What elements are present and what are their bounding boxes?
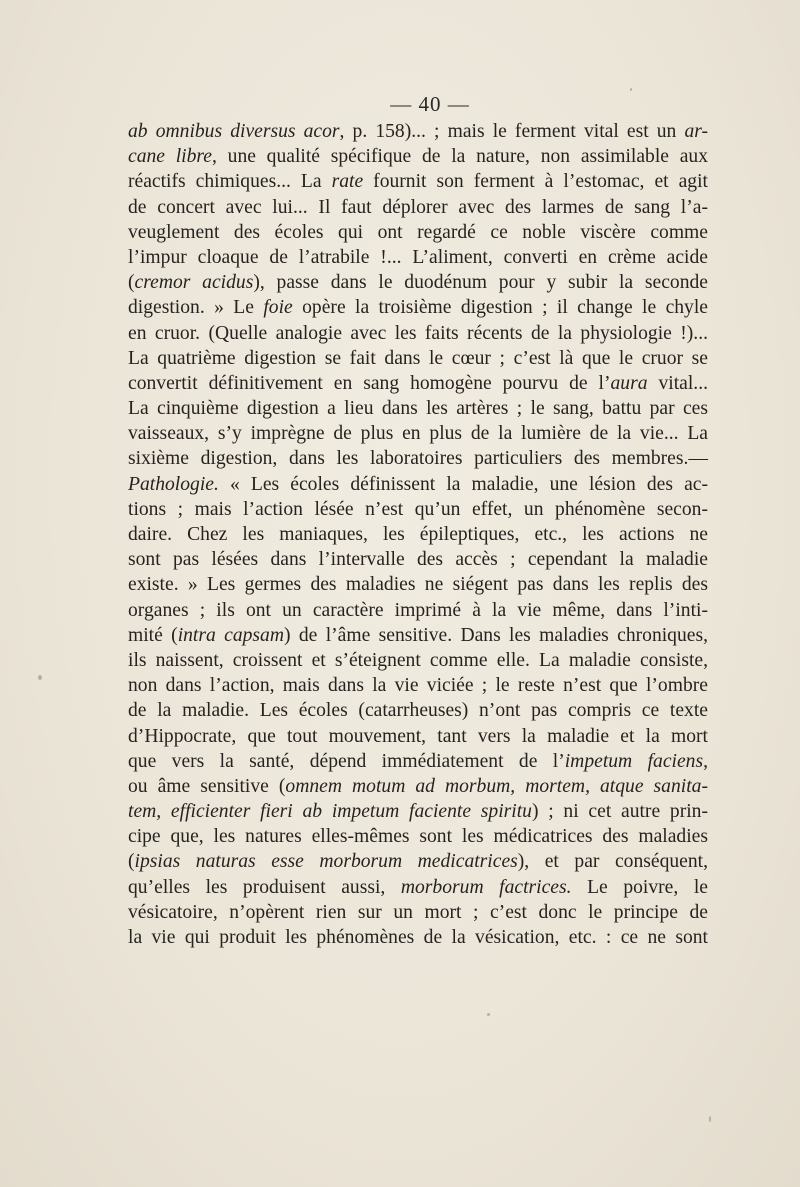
text-line	[128, 220, 708, 245]
text-run: ,	[703, 750, 708, 772]
text-line	[128, 396, 708, 421]
text-run: de la maladie. Les écoles (catarrheuses) n’ont pas compris ce texte	[128, 700, 708, 722]
text-run: fournit son ferment à l’estomac, et agit	[363, 171, 708, 193]
text-run: d’Hippocrate, que tout mouvement, tant vers la maladie et la mort	[128, 725, 708, 747]
text-run: sixième digestion, dans les laboratoires particuliers des membres.—	[128, 448, 708, 470]
text-line	[128, 824, 708, 849]
text-line	[128, 346, 708, 371]
text-line	[128, 774, 708, 799]
text-line	[128, 799, 708, 824]
text-run: ), passe dans le duodénum pour y subir la seconde	[253, 272, 709, 294]
italic-text: ipsias naturas esse morborum medicatrices	[134, 851, 518, 873]
italic-text: intra capsam	[177, 624, 284, 646]
text-run: sont pas lésées dans l’intervalle des accès ; cependant la maladie	[128, 549, 708, 571]
text-run: La quatrième digestion se fait dans le cœur ; c’est là que le cruor se	[128, 347, 708, 369]
italic-text: omnem motum ad morbum, mortem, atque sanita-	[285, 775, 708, 797]
text-line	[128, 547, 708, 572]
text-run: non dans l’action, mais dans la vie viciée ; le reste n’est que l’ombre	[128, 675, 708, 697]
italic-text: Pathologie.	[128, 473, 219, 495]
text-run: (	[128, 272, 135, 294]
italic-text: impetum faciens	[564, 750, 704, 772]
text-line	[128, 371, 708, 396]
text-line	[128, 472, 708, 497]
text-line	[128, 724, 708, 749]
paper-speck	[630, 88, 632, 91]
text-run: , p. 158)... ; mais le ferment vital est un	[339, 121, 685, 142]
body-text	[128, 119, 708, 950]
text-run: « Les écoles définissent la maladie, une lésion des ac-	[218, 473, 708, 495]
text-line	[128, 925, 708, 950]
text-run: opère la troisième digestion ; il change le chyle	[292, 297, 708, 319]
text-run: digestion. » Le	[128, 297, 264, 319]
text-line	[128, 698, 708, 723]
text-line	[128, 572, 708, 597]
page-number: — 40 —	[390, 92, 470, 116]
text-line	[128, 497, 708, 522]
text-line	[128, 623, 708, 648]
paper-speck	[709, 1116, 711, 1122]
text-run: cipe que, les natures elles-mêmes sont les médicatrices des maladies	[128, 826, 708, 848]
text-run: de concert avec lui... Il faut déplorer avec des larmes de sang l’a-	[128, 196, 708, 218]
text-line	[128, 446, 708, 471]
text-run: existe. » Les germes des maladies ne siégent pas dans les replis des	[128, 574, 708, 596]
text-line	[128, 119, 708, 144]
italic-text: foie	[263, 297, 293, 319]
text-run: vaisseaux, s’y imprègne de plus en plus de la lumière de la vie... La	[128, 423, 708, 445]
text-line	[128, 144, 708, 169]
text-line	[128, 295, 708, 320]
text-run: ), et par conséquent,	[517, 851, 709, 873]
text-run: convertit définitivement en sang homogène pourvu de l’	[128, 372, 611, 394]
text-line	[128, 749, 708, 774]
italic-text: tem, efficienter fieri ab impetum faciente spiritu	[128, 801, 532, 823]
text-run: ) de l’âme sensitive. Dans les maladies chroniques,	[284, 624, 708, 646]
italic-text: cane libre	[128, 146, 213, 168]
text-run: en cruor. (Quelle analogie avec les faits récents de la physiologie !)...	[128, 322, 708, 344]
text-line	[128, 321, 708, 346]
text-run: mité (	[128, 624, 178, 646]
text-line	[128, 245, 708, 270]
text-run: tions ; mais l’action lésée n’est qu’un effet, un phénomène secon-	[128, 498, 708, 520]
text-run: Le poivre, le	[571, 876, 708, 898]
italic-text: aura	[610, 372, 648, 394]
text-run: organes ; ils ont un caractère imprimé à la vie même, dans l’inti-	[128, 599, 708, 621]
text-run: qu’elles les produisent aussi,	[128, 876, 401, 898]
text-run: ou âme sensitive (	[128, 775, 286, 797]
text-run: ) ; ni cet autre prin-	[531, 801, 708, 823]
text-line	[128, 900, 708, 925]
text-run: vital...	[647, 372, 708, 394]
text-line	[128, 598, 708, 623]
text-run: , une qualité spécifique de la nature, non assimilable aux	[212, 146, 709, 168]
text-run: vésicatoire, n’opèrent rien sur un mort ; c’est donc le principe de	[128, 901, 708, 923]
paper-speck	[487, 1013, 490, 1016]
text-line	[128, 849, 708, 874]
text-run: La cinquième digestion a lieu dans les artères ; le sang, battu par ces	[128, 398, 708, 420]
text-line	[128, 673, 708, 698]
italic-text: ar-	[684, 121, 709, 142]
text-line	[128, 169, 708, 194]
italic-text: cremor acidus	[134, 272, 254, 294]
text-line	[128, 421, 708, 446]
text-run: ils naissent, croissent et s’éteignent comme elle. La maladie consiste,	[128, 649, 708, 671]
text-line	[128, 270, 708, 295]
paper-speck	[38, 675, 42, 680]
text-line	[128, 875, 708, 900]
text-line	[128, 522, 708, 547]
text-run: daire. Chez les maniaques, les épileptiques, etc., les actions ne	[128, 524, 708, 545]
text-run: l’impur cloaque de l’atrabile !... L’aliment, converti en crème acide	[128, 246, 708, 268]
text-line	[128, 195, 708, 220]
text-run: (	[128, 851, 135, 873]
italic-text: ab omnibus diversus acor	[128, 121, 340, 142]
text-run: réactifs chimiques... La	[128, 171, 332, 193]
text-run: veuglement des écoles qui ont regardé ce noble viscère comme	[128, 221, 708, 243]
text-line	[128, 648, 708, 673]
italic-text: morborum factrices.	[400, 876, 572, 898]
italic-text: rate	[331, 171, 364, 193]
text-run: que vers la santé, dépend immédiatement de l’	[128, 750, 565, 772]
text-run: la vie qui produit les phénomènes de la vésication, etc. : ce ne sont	[128, 927, 708, 948]
